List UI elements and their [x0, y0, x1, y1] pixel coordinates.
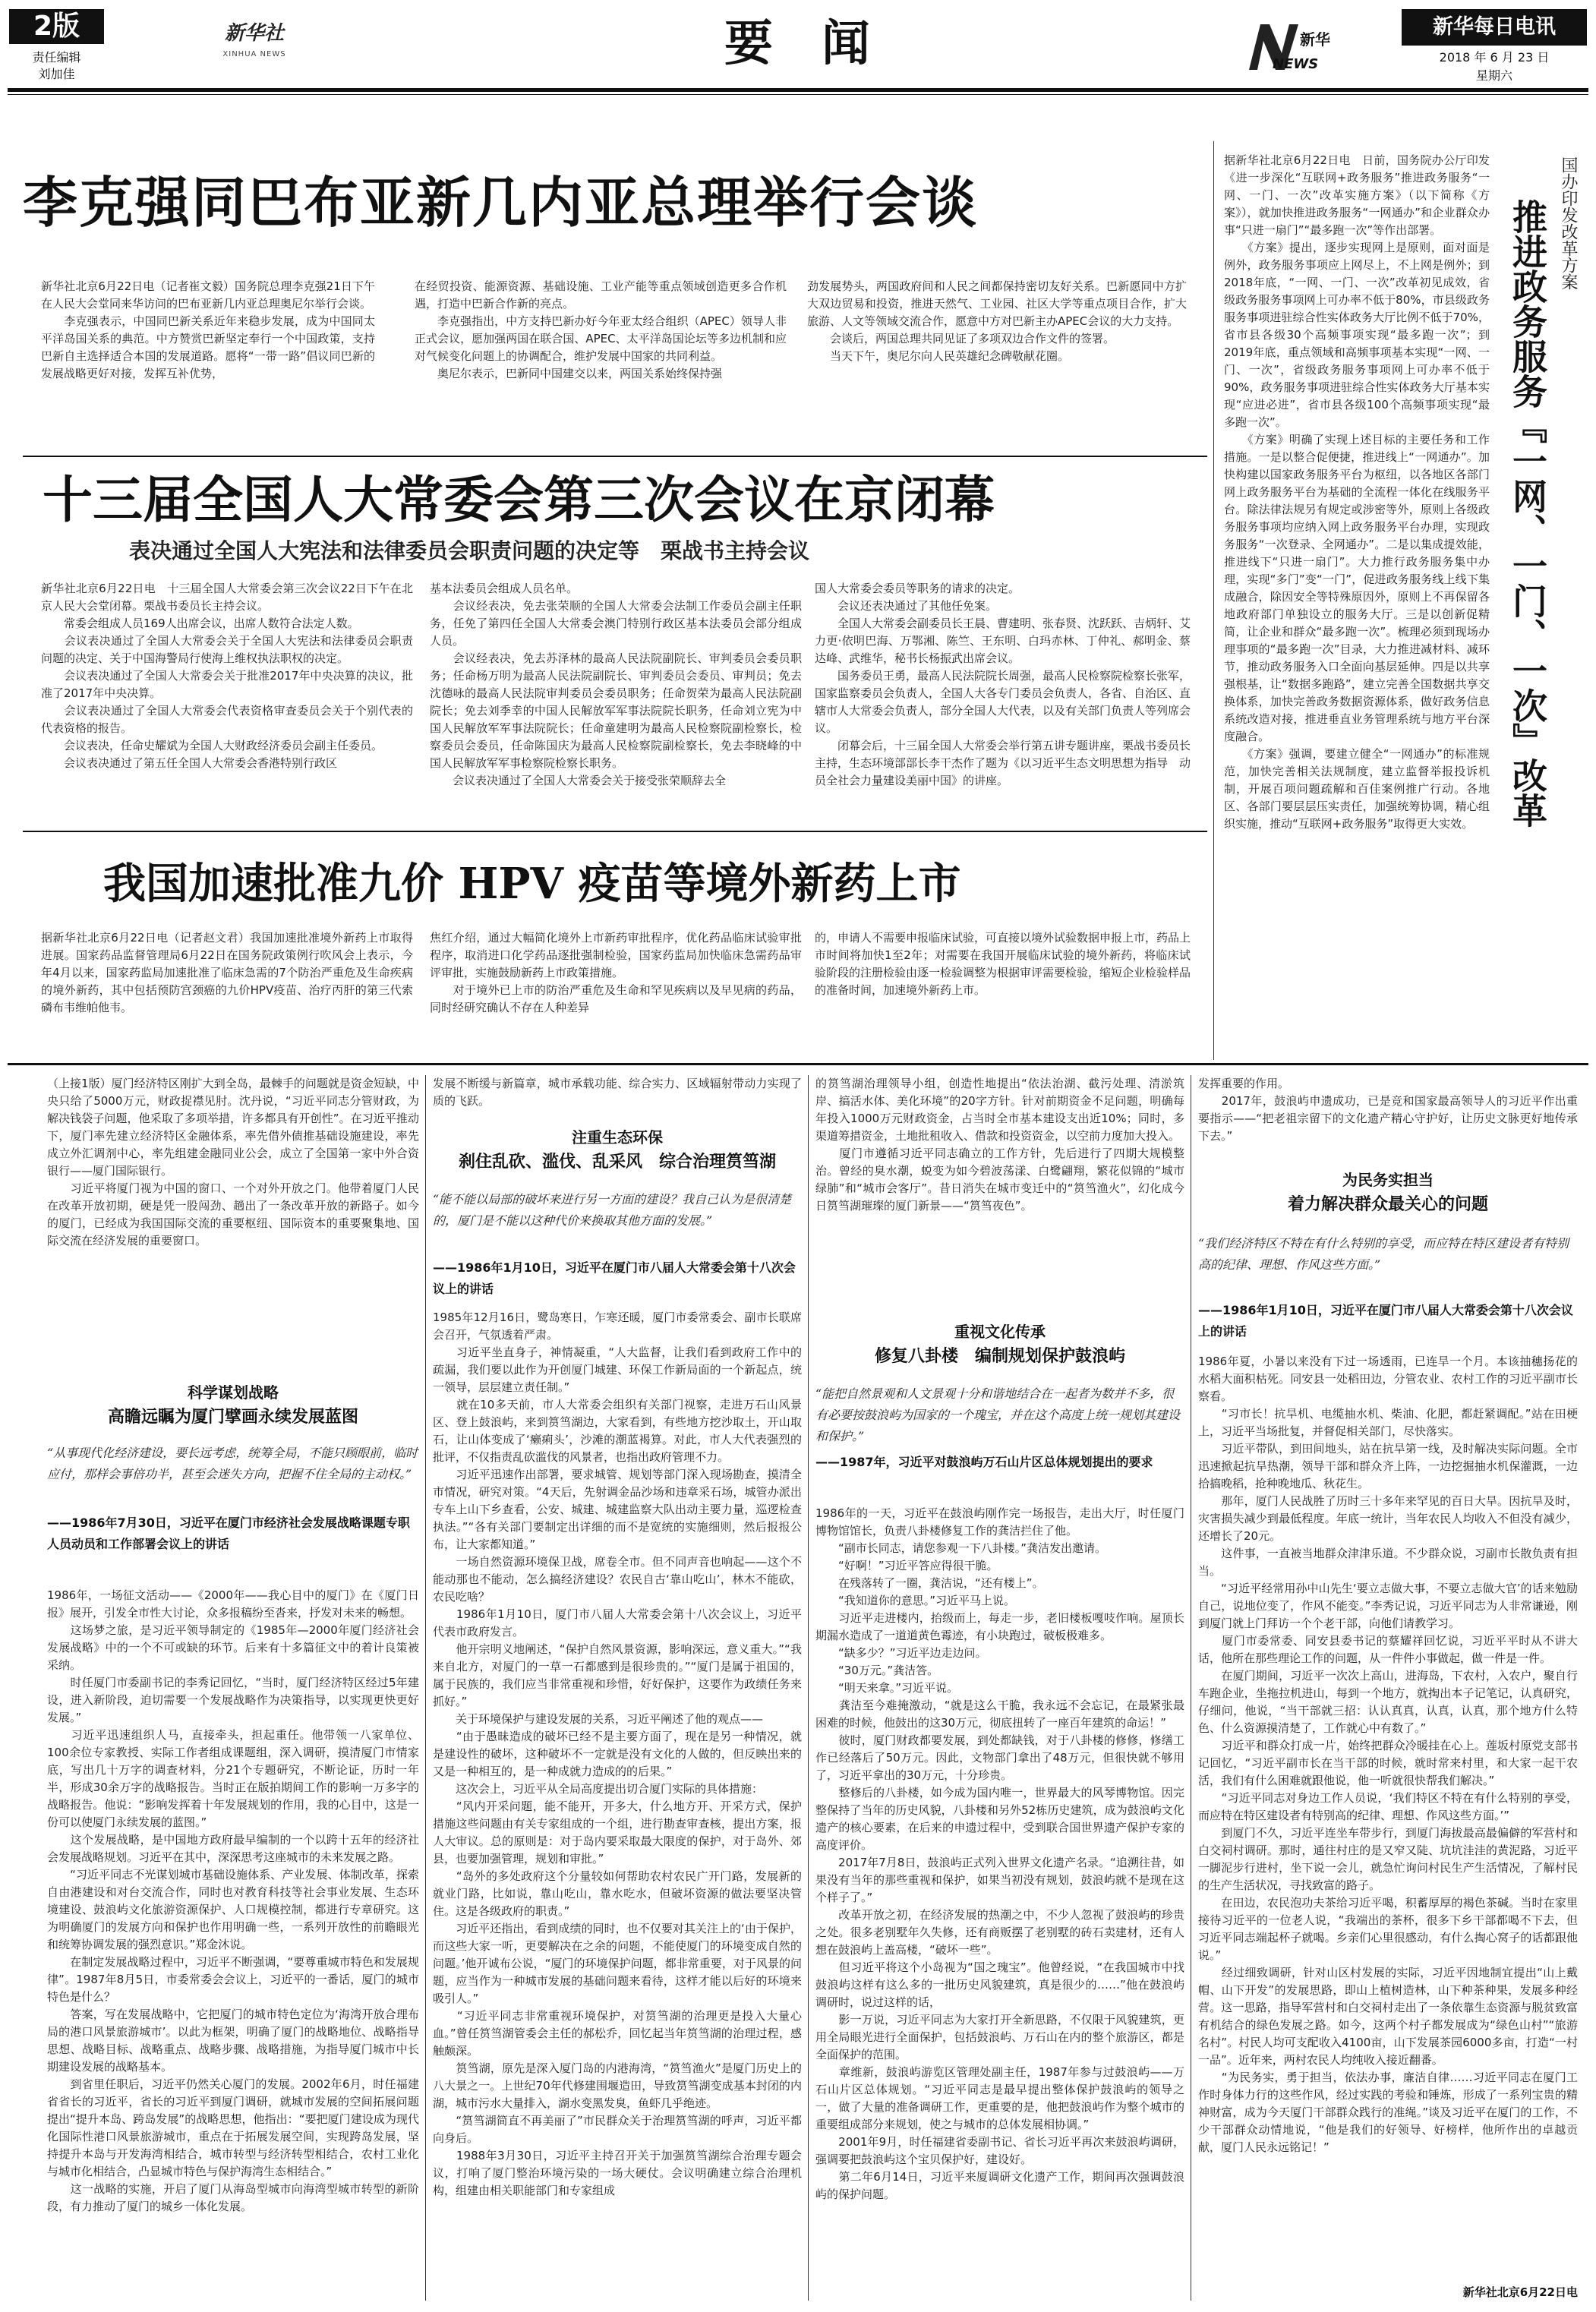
story3-col2: 焦红介绍，通过大幅简化境外上市新药审批程序，优化药品临床试验审批程序，取消进口化学药品逐批强制检验，国家药监局加快临床急需药品审评审批，实施鼓励新药上市政策措施。 对于境外已上市的防治严重危及生命和罕见疾病以及早见病的药品，同时经研究确认不存在人种差异: [430, 931, 802, 1014]
story1-headline: 李克强同巴布亚新几内亚总理举行会谈: [23, 171, 979, 235]
story1-col3: 劲发展势头，两国政府间和人民之间都保持密切友好关系。巴新愿同中方扩大双边贸易和投资，推进天然气、工业园、社区大学等重点项目合作，扩大旅游、人文等领域交流合作，愿意中方对巴新主办APEC会议的大力支持。 会谈后，两国总理共同见证了多项双边合作文件的签署。 当天下午，奥尼尔向人民英雄纪念碑敬献花圈。: [807, 279, 1187, 363]
feature-quote3: “能把自然景观和人文景观十分和谐地结合在一起者为数并不多，很有必要按鼓浪屿为国家的一个瑰宝，并在这个高度上统一规划其建设和保护。”: [815, 1386, 1181, 1443]
issue-weekday: 星期六: [1475, 68, 1512, 83]
feature-subhead4-b: 着力解决群众最关心的问题: [1287, 1195, 1488, 1214]
story3-col1: 据新华社北京6月22日电（记者赵文君）我国加速批准境外新药上市取得进展。国家药品监督管理局6月22日在国务院政策例行吹风会上表示，今年4月以来，国家药监局加速批准了临床急需的7个防治严重危及生命疾病的境外新药，其中包括预防宫颈癌的九价HPV疫苗、治疗丙肝的第三代索磷布韦维帕他韦。: [41, 931, 413, 1014]
feature-subhead2-b: 刹住乱砍、滥伐、乱采风 综合治理筼筜湖: [458, 1153, 776, 1172]
story2-col2: 基本法委员会组成人员名单。 会议经表决，免去张荣顺的全国人大常委会法制工作委员会副主任职务，任免了第四任全国人大常委会澳门特别行政区基本法委员会部分组成人员。 会议经表决，免去苏泽林的最高人民法院副院长、审判委员会委员职务；任命杨万明为最高人民法院副院长、审判委员会委员、审判员；免去沈德咏的最高人民法院审判委员会委员职务；任命贺荣为最高人民法院副院长；免去刘季幸的中国人民解放军军事法院院长职务，任命刘立宪为中国人民解放军军事法院院长；任命童建明为最高人民检察院副检察长，检察委员会委员，任命陈国庆为最高人民检察院副检察长，免去李晓峰的中国人民解放军军事检察院检察长职务。 会议表决通过了全国人大常委会关于接受张荣顺辞去全: [430, 582, 802, 787]
feature-col1: 1986年，一场征文活动——《2000年——我心目中的厦门》在《厦门日报》展开，引发全市性大讨论，众多报稿纷至沓来，抒发对未来的畅想。 这场梦之旅，是习近平领导制定的《1985年—2000年厦门经济社会发展战略》中的一个不可或缺的环节。后来有十多篇征文中的着计良策被采纳。 时任厦门市委副书记的李秀记回忆，“当时，厦门经济特区经过5年建设，进入新阶段，迫切需要一个发展战略作为决策指导，以实现更快更好发展。” 习近平迅速组织人马，直接牵头，担起重任。他带领一八家单位、100余位专家教授、实际工作者组成课题组，深入调研，摸清厦门市情家底，写出几十万字的调查材料，分21个专题研究，不断论证，历时一年半，形成30余万字的战略报告。当时正在版拍期间工作的影响一万多字的战略报告。他说：“影响发挥着十年发展规划的作用，我的心目中，这是一份可以使厦门永续发展的蓝图。” 这个发展战略，是中国地方政府最早编制的一个以跨十五年的经济社会发展战略规划。习近平在其中，深深思考这座城市的未来发展之路。 “习近平同志不光谋划城市基础设施体系、产业发展、体制改革，探索自由港建设和对台交流合作，同时也对教育科技等社会事业发展、生态环境建设、鼓浪屿文化旅游资源保护、人口规模控制，都进行专章研究。这为明确厦门的发展方向和保护也作用明确一些，一系列开放性的前瞻眼光和统筹协调发展的强烈意识。”郑金沐说。 在制定发展战略过程中，习近平不断强调，“要尊重城市特色和发展规律”。1987年8月5日，市委常委会会议上，习近平的一番话，厦门的城市特色是什么？ 答案，写在发展战略中，它把厦门的城市特色定位为‘海湾开放合理布局的港口风景旅游城市’。以此为框架，明确了厦门的战略地位、战略指导思想、战略目标、战略重点、战略步骤、战略措施，为指导厦门城市中长期建设发展的战略基本。 到省里任职后，习近平仍然关心厦门的发展。2002年6月，时任福建省省长的习近平，省长的习近平到厦门调研，就城市发展的空间拓展问题提出“提升本岛、跨岛发展”的战略思想，他指出：“要把厦门建设成为现代化国际性港口风景旅游城市，重点在于拓展发展空间，实现跨岛发展，坚持提升本岛与开发海湾相结合，城市转型与经济转型相结合，农村工业化与城市化相结合，凸显城市特色与保护海湾生态相结合。” 这一战略的实施，开启了厦门从海岛型城市向海湾型城市转型的新阶段，有力推动了厦门的城乡一体化发展。: [47, 1588, 419, 2213]
story2-col3: 国人大常委会委员等职务的请求的决定。 会议还表决通过了其他任免案。 全国人大常委会副委员长王晨、曹建明、张春贤、沈跃跃、吉炳轩、艾力更·依明巴海、万鄂湘、陈竺、王东明、白玛赤林、丁仲礼、郝明金、蔡达峰、武维华，秘书长杨振武出席会议。 国务委员王勇，最高人民法院院长周强，最高人民检察院检察长张军，国家监察委员会负责人，全国人大各专门委员会负责人，各省、自治区、直辖市人大常委会负责人，部分全国人大代表，以及有关部门负责人等列席会议。 闭幕会后，十三届全国人大常委会举行第五讲专题讲座，栗战书委员长主持，生态环境部部长李干杰作了题为《以习近平生态文明思想为指导 动员全社会力量建设美丽中国》的讲座。: [815, 582, 1191, 787]
sidebar-kicker: 国办印发改革方案: [1559, 156, 1578, 290]
page-number: 2版: [33, 11, 80, 42]
masthead-rule-thin: [8, 94, 1588, 95]
feature-divider-2: [808, 1075, 809, 2301]
feature-col3: 1986年的一天，习近平在鼓浪屿刚作完一场报告，走出大厅，时任厦门博物馆馆长，负责八卦楼修复工作的龚洁拦住了他。 “副市长同志，请您参观一下八卦楼。”龚洁发出邀请。 “好啊！”习近平答应得很干脆。 在残落转了一圈，龚洁说，“还有楼上”。 “我知道你的意思。”习近平马上说。 习近平走进楼内，抬级而上，每走一步，老旧楼板嘎吱作响。屋顶长期漏水造成了一道道黄色霉迹，有小块跑过，破板极难多。 “缺多少？”习近平边走边问。 “30万元。”龚洁答。 “明天来拿。”习近平说。 龚洁至今难掩激动，“就是这么干脆，我永远不会忘记，在最紧张最困难的时候，他鼓出的这30万元，彻底扭转了一座百年建筑的命运！” 彼时，厦门财政都要发展，到处都缺钱，对于八卦楼的修修，修缮工作已经落后了50万元。因此，文物部门拿出了48万元，但很快就不够用了，习近平拿出的30万元，十分珍贵。 整修后的八卦楼，如今成为国内唯一，世界最大的风琴博物馆。因完整保持了当年的历史风貌，八卦楼和另外52栋历史建筑，成为鼓浪屿文化遗产的核心要素，在后来的申遗过程中，受到联合国世界遗产保护专家的高度评价。 2017年7月8日，鼓浪屿正式列入世界文化遗产名录。“追溯往昔，如果没有当年的那些重视和保护，如果当初没有规划，鼓浪屿就不是现在这个样子了。” 改革开放之初，在经济发展的热潮之中，不少人忽视了鼓浪屿的珍贵之处。很多老别墅年久失修，还有商贩摆了老别墅的砖石卖建材，还有人想在鼓浪屿上盖高楼，“破坏一些”。 但习近平将这个小岛视为“国之瑰宝”。他曾经说，“在我国城市中找鼓浪屿这样有这么多的一批历史风貌建筑，真是很少的……”他在鼓浪屿调研时，说过这样的话， 影一万说，习近平同志为大家打开全新思路，不仅限于风貌建筑，更用全局眼光进行全面保护，包括鼓浪屿、万石山在内的整个旅游区，都是全面保护的范围。 章维新，鼓浪屿游览区管理处副主任，1987年参与过鼓浪屿——万石山片区总体规划。“习近平同志是最早提出整体保护鼓浪屿的领导之一，做了大量的准备调研工作，更重要的是，他把鼓浪屿作为整个城市的重要组成部分来规划，使之与城市的总体发展相协调。” 2001年9月，时任福建省委副书记、省长习近平再次来鼓浪屿调研，强调要把鼓浪屿这个宝贝保护好，建设好。 第二年6月14日，习近平来厦调研文化遗产工作，期间再次强调鼓浪屿的保护问题。: [815, 1506, 1184, 2201]
feature-subhead2-a: 注重生态环保: [572, 1128, 663, 1147]
editor-name: 刘加佳: [38, 67, 75, 81]
feature-subhead3-a: 重视文化传承: [954, 1323, 1046, 1341]
feature-lead: （上接1版）厦门经济特区刚扩大到全岛，最棘手的问题就是资金短缺，中央只给了5000万元，财政捉襟见肘。沈丹说，“习近平同志分管财政，为解决钱袋子问题，他采取了多项举措，许多都具有开创性”。在习近平推动下，厦门率先建立经济特区金融体系，率先借外债推基础设施建设，率先成立外汇调剂中心，率先组建金融同业公会，成立了全国第一家中外合资银行——厦门国际银行。 习近平将厦门视为中国的窗口、一个对外开放之门。他带着厦门人民在改革开放初期，硬是凭一股闯劲、趟出了一条改革开放的新路子。如今的厦门，已经成为我国国际交流的重要枢纽、国际资本的重要聚集地、国际交流在经济发展的重要窗口。: [47, 1077, 419, 1247]
feature-subhead3-b: 修复八卦楼 编制规划保护鼓浪屿: [874, 1347, 1125, 1366]
story2-col1: 新华社北京6月22日电 十三届全国人大常委会第三次会议22日下午在北京人民大会堂闭幕。栗战书委员长主持会议。 常委会组成人员169人出席会议，出席人数符合法定人数。 会议表决通过了全国人大常委会关于全国人大宪法和法律委员会职责问题的决定、关于中国海警局行使海上维权执法职权的决定。 会议表决通过了全国人大常委会关于批准2017年中央决算的决议，批准了2017年中央决算。 会议表决通过了全国人大常委会代表资格审查委员会关于个别代表的代表资格的报告。 会议表决，任命史耀斌为全国人大财政经济委员会副主任委员。 会议表决通过了第五任全国人大常委会香港特别行政区: [41, 582, 413, 770]
feature-subhead1-a: 科学谋划战略: [188, 1383, 279, 1402]
feature-quote4: “我们经济特区不特在有什么特别的享受，而应特在特区建设者有特别高的纪律、理想、作风这些方面。”: [1198, 1236, 1569, 1272]
masthead-rule: [8, 88, 1588, 92]
feature-attrib1: ——1986年7月30日，习近平在厦门市经济社会发展战略课题专职人员动员和工作部署会议上的讲话: [47, 1516, 410, 1551]
feature-divider-1: [425, 1075, 426, 2301]
xinhua-logo-text: 新华社: [224, 22, 284, 45]
section-title: 要 闻: [724, 15, 870, 72]
feature-col4-top: 发挥重要的作用。 2017年，鼓浪屿申遗成功，已是竞和国家最高领导人的习近平作出重要指示——“把老祖宗留下的文化遗产精心守护好，让历史文脉更好地传承下去。”: [1198, 1077, 1578, 1143]
xinhua-logo-sub: XINHUA NEWS: [222, 50, 286, 58]
feature-quote1: “从事现代化经济建设，要长远考虑，统筹全局，不能只顾眼前，临时应付，那样会事倍功半，甚至会迷失方向，把握不住全局的主动权。”: [47, 1446, 418, 1481]
sidebar-headline: 推进政务服务『一网、一门、一次』改革: [1507, 199, 1548, 828]
feature-col4: 1986年夏，小暑以来没有下过一场透雨，已连旱一个月。本该抽穗扬花的水稻大面积枯死。同安县一处稻田边，分管农业、农村工作的习近平副市长察看。 “习市长！抗旱机、电缆抽水机、柴油、化肥，都赶紧调配。”站在田梗上，习近平当场批复，并督促相关部门，尽快落实。 习近平带队，到田间地头，站在抗旱第一线，及时解决实际问题。全市迅速掀起抗旱热潮，领导干部和群众齐上阵，一边挖掘抽水机保灌溉，一边拾搞晚稻，抢种晚地瓜、秋花生。 那年，厦门人民战胜了历时三十多年来罕见的百日大旱。因抗旱及时，灾害损失减少到最低程度。年底一统计，当年农民人均收入不但没有减少，还增长了20元。 这件事，一直被当地群众津津乐道。不少群众说，习副市长散负责有担当。 “习近平经常用孙中山先生‘要立志做大事，不要立志做大官’的话来勉励自己，说地位变了，作风不能变。”李秀记说，习近平同志为人非常谦逊，刚到厦门就上门拜访一个个老干部，向他们请教学习。 厦门市委常委、同安县委书记的蔡耀祥回忆说，习近平平时从不讲大话，他所在那些理论工作的问题，从一件件小事做起，做一件是一件。 在厦门期间，习近平一次次上高山，进海岛，下农村，入农户，聚自行车跑企业，坐拖拉机进山，每到一个地方，就掏出本子记笔记，认真研究，仔细问，他说，“当干部就三招：认认真真，认真，认真，那个地方什么特色、什么资源摸清楚了，工作就心中有数了。” 习近平和群众打成一片，始终把群众冷暖挂在心上。莲坂村原党支部书记回忆，“习近平副市长在当干部的时候，就时常来村里，和大家一起干农活，我们有什么困难就跟他说，他一听就很快帮我们解决。” “习近平同志对身边工作人员说，‘我们特区不特在有什么特别的享受，而应特在特区建设者有特别高的纪律、理想、作风这些方面。’” 到厦门不久，习近平连坐车带步行，到厦门海拔最高最偏僻的军营村和白交祠村调研。那时，通往村庄的是又窄又陡、坑坑洼洼的黄泥路，习近平一脚泥步行进村，坐下说一会儿，就急忙询问村民生产生活情况，了解村民的生产生活状况，寻找致富的路子。 在田边，农民泡功夫茶给习近平喝，积蓄厚厚的褐色茶碱。当时在家里接待习近平的一位老人说，“我端出的茶杯，很多下乡干部都喝不下去，但习近平同志端起杯子就喝。乡亲们心里很感动，有什么掏心窝子的话都跟他说。” 经过细致调研，针对山区村发展的实际，习近平因地制宜提出“山上戴帽、山下开发”的发展思路，即山上植树造林，山下种茶种果，发展多种经营。这一思路，指导军营村和白交祠村走出了一条依靠生态资源与脱贫致富有机结合的绿色发展之路。如今，这两个村子都发展成为“绿色山村”“旅游名村”。村民人均可支配收入4100亩，山下发展茶园6000多亩，打造“一村一品”。近年来，两村农民人均纯收入接近翻番。 “为民务实，勇于担当，依法办事，廉洁自律……习近平同志在厦门工作时身体力行的这些作风，经过实践的考验和锤炼，形成了一系列宝贵的精神财富，成为今天厦门干部群众践行的准绳。”谈及习近平在厦门的工作，不少干部群众动情地说，“他是我们的好领导、好榜样，他所作出的卓越贡献，厦门人民永远铭记！”: [1198, 1355, 1578, 2154]
sidebar-body: 据新华社北京6月22日电 日前，国务院办公厅印发《进一步深化“互联网+政务服务”推进政务服务“一网、一门、一次”改革实施方案》（以下简称《方案》），就加快推进政务服务“一网通办”和企业群众办事“只进一扇门”“最多跑一次”等作出部署。 《方案》提出，逐步实现网上是原则，面对面是例外，政务服务事项应上网尽上，不上网是例外；到2018年底，“一网、一门、一次”改革初见成效，省级政务服务事项网上可办率不低于80%，市县级政务服务事项进驻综合性实体政务大厅比例不低于70%，省市县各级30个高频事项实现“最多跑一次”；到2019年底，重点领域和高频事项基本实现“一网、一门、一次”，省级政务服务事项网上可办率不低于90%，政务服务事项进驻综合性实体政务大厅基本实现“应进必进”，省市县各级100个高频事项实现“最多跑一次”。 《方案》明确了实现上述目标的主要任务和工作措施。一是以整合促便捷，推进线上“一网通办”。加快构建以国家政务服务平台为枢纽，以各地区各部门网上政务服务平台为基础的全流程一体化在线服务平台。除法律法规另有规定或涉密等外，原则上各级政务服务事项均应纳入网上政务服务平台办理，实现政务服务“一次登录、全网通办”。二是以集成提效能，推进线下“只进一扇门”。大力推行政务服务集中办理，实现“多门”变“一门”，促进政务服务线上线下集成融合，除因安全等特殊原因外，原则上不再保留各地政府部门单独设立的服务大厅。三是以创新促精简，让企业和群众“最多跑一次”。梳理必须到现场办理事项的“最多跑一次”目录，大力推进减材料、减环节，推动政务服务入口全面向基层延伸。四是以共享强根基，让“数据多跑路”，建立完善全国数据共享交换体系，加快完善政务数据资源体系，做好政务信息系统改造对接，推进垂直业务管理系统与地方平台深度融合。 《方案》强调，要建立健全“一网通办”的标准规范，加快完善相关法规制度，建立监督举报投诉机制，开展百项问题疏解和百佳案例推广行动。各地区、各部门要层层压实责任，加强统筹协调，精心组织实施，推动“互联网+政务服务”取得更大实效。: [1224, 153, 1490, 831]
story1-col2: 在经贸投资、能源资源、基础设施、工业产能等重点领域创造更多合作机遇，打造中巴新合作新的亮点。 李克强指出，中方支持巴新办好今年亚太经合组织（APEC）领导人非正式会议，愿加强两国在联合国、APEC、太平洋岛国论坛等多边机制和应对气候变化问题上的协调配合，维护发展中国家的共同利益。 奥尼尔表示，巴新同中国建交以来，两国关系始终保持强: [415, 279, 787, 380]
feature-col2-top: 发展不断缓与新篇章，城市承载功能、综合实力、区域辐射带动力实现了质的飞跃。: [433, 1077, 802, 1108]
paper-name: 新华每日电讯: [1433, 15, 1556, 39]
story2-rule: [23, 831, 1207, 832]
feature-subhead4-a: 为民务实担当: [1342, 1171, 1434, 1189]
story3-headline: 我国加速批准九价 HPV 疫苗等境外新药上市: [103, 859, 961, 909]
news-logo: [1245, 17, 1344, 77]
feature-byline: 新华社北京6月22日电: [1462, 2285, 1578, 2299]
feature-attrib2: ——1986年1月10日，习近平在厦门市八届人大常委会第十八次会议上的讲话: [433, 1260, 796, 1296]
story1-col1: 新华社北京6月22日电（记者崔文毅）国务院总理李克强21日下午在人民大会堂同来华访问的巴布亚新几内亚总理奥尼尔举行会谈。 李克强表示，中国同巴新关系近年来稳步发展，成为中国同太平洋岛国关系的典范。中方赞赏巴新坚定奉行一个中国政策，支持巴新自主选择适合本国的发展道路。愿将“一带一路”倡议同巴新的发展战略更好对接，发挥互补优势，: [41, 279, 375, 380]
feature-subhead1-b: 高瞻远瞩为厦门擘画永续发展蓝图: [107, 1408, 358, 1427]
feature-attrib3: ——1987年，习近平对鼓浪屿万石山片区总体规划提出的要求: [815, 1455, 1153, 1469]
sidebar-divider: [1213, 141, 1214, 1060]
story1-rule: [23, 456, 1207, 457]
story2-headline: 十三届全国人大常委会第三次会议在京闭幕: [43, 471, 995, 529]
story2-subhead: 表决通过全国人大宪法和法律委员会职责问题的决定等 栗战书主持会议: [129, 538, 810, 563]
news-logo-en: NEWS: [1273, 56, 1319, 72]
feature-quote2: “能不能以局部的破坏来进行另一方面的建设？我自己认为是很清楚的，厦门是不能以这种代价来换取其他方面的发展。”: [433, 1192, 792, 1228]
issue-date: 2018 年 6 月 23 日: [1439, 50, 1550, 65]
news-logo-cn: 新华: [1300, 30, 1330, 49]
feature-col3-top: 的筼筜湖治理领导小组，创造性地提出“依法治湖、截污处理、清淤筑岸、搞活水体、美化环境”的20字方针。针对前期资金不足问题，明确每年投入1000万元财政资金，占当时全市基本建设支出近10%；同时，多渠道筹措资金，土地批租收入、借款和投资资金，以空前力度加大投入。 厦门市遵循习近平同志确立的工作方针，先后进行了四期大规模整治。曾经的臭水潮，蜕变为如今碧波荡漾、白鹭翩翔，繁花似锦的“城市绿肺”和“城市会客厅”。昔日消失在城市变迁中的“筼筜渔火”，幻化成今日筼筜湖璀璨的厦门新景——“筼筜夜色”。: [815, 1077, 1184, 1213]
feature-col2: 1985年12月16日，鹭岛寒日，乍寒还暖，厦门市委常委会、副市长联席会召开，气氛透着严肃。 习近平坐直身子，神情凝重，“人大监督，让我们看到政府工作中的疏漏，我们要以此作为开创厦门城建、环保工作新局面的一个新起点，统一领导，层层建立责任制。” 就在10多天前，市人大常委会组织有关部门视察，走进万石山风景区、登上鼓浪屿，来到筼筜湖边，大家看到，有些地方挖沙取土，开山取石，让山体变成了‘癞痢头’，沙滩的潮蓝褐算。对此，市人大代表强烈的批评，不仅指责乱砍滥伐的风景者，也指出政府管理不力。 习近平迅速作出部署，要求城管、规划等部门深入现场勘查，摸清全市情况，研究对策。“4天后，先射调金品沙场和违章采石场，城管办派出专车上山下乡查看，公安、城建、城建监察大队出动主要力量，巡逻检查执法。”“各有关部门要制定出详细的而不是宽统的实施细则，然后报报公布，让大家都知道。” 一场自然资源环境保卫战，席卷全市。但不同声音也响起——这个不能动那也不能动，怎么搞经济建设？农民自古‘靠山吃山’，林木不能砍，农民吃啥？ 1986年1月10日，厦门市八届人大常委会第十八次会议上，习近平代表市政府发言。 他开宗明义地阐述，“保护自然风景资源，影响深远，意义重大。”“我来自北方，对厦门的一草一石都感到是很珍贵的。”“厦门是属于祖国的，属于民族的，我们应当非常重视和珍惜，好好保护，这要作为政绩任务来抓好。” 关于环境保护与建设发展的关系，习近平阐述了他的观点—— “由于愚昧造成的破坏已经不是主要方面了，现在是另一种情况，就是建设性的破坏，这种破坏不一定就是没有文化的人做的，但反映出来的又是一种相互的，是一种成就力造成的的后果。” 这次会上，习近平从全局高度提出切合厦门实际的具体措施： “风内开采问题，能不能开，开多大，什么地方开、开采方式，保护措施这些问题由有关专家组成的一个组，进行勘查审查核，提出方案，报人大审议。总的原则是：对于岛内要采取最大限度的保护，对于岛外、郊县，也要加强管理，规划和审批。” “岛外的多处政府这个分量较如何帮助农村农民广开门路，发展新的就业门路，比如说，靠山吃山，靠水吃水，但破坏资源的做法要坚决管住。这是各级政府的职责。” 习近平还指出，看到成绩的同时，也不仅要对其关注上的‘由于保护，而这些大家一听，更要解决在之余的问题，不能使厦门的环境变成自然的问题。’他开诚布公说，“厦门的环境保护问题，都非常重要，对于风景的问题，应当作为一种城市发展的基础问题来看待，这样才能以后好的环境来吸引人。” “习近平同志非常重视环境保护，对筼筜湖的治理更是投入大量心血。”曾任筼筜湖管委会主任的郝松乔，回忆起当年筼筜湖的治理过程，感触颇深。 筼筜湖，原先是深入厦门岛的内港海湾，“筼筜渔火”是厦门历史上的八大景之一。上世纪70年代修建围堰造田，导致筼筜湖变成基本封闭的内湖，城市污水大量排入，湖水变黑发臭，鱼虾几乎绝迹。 “筼筜湖简直不再美丽了”市民群众关于治理筼筜湖的呼声，习近平都向身后。 1988年3月30日，习近平主持召开关于加强筼筜湖综合治理专题会议，打响了厦门整治环境污染的一场大硬仗。会议明确建立综合治理机构，组建由相关职能部门和专家组成: [433, 1311, 802, 2197]
top-section-rule: [8, 1063, 1588, 1065]
xinhua-logo: [213, 17, 296, 77]
editor-label: 责任编辑: [32, 50, 81, 65]
feature-attrib4: ——1986年1月10日，习近平在厦门市八届人大常委会第十八次会议上的讲话: [1198, 1303, 1573, 1339]
story3-col3: 的，申请人不需要申报临床试验，可直接以境外试验数据申报上市，药品上市时间将加快1至2年；对需要在我国开展临床试验的境外新药，将临床试验阶段的注册检验由逐一检验调整为根据审评需要检验，缩短企业检验样品的准备时间，加速境外新药上市。: [815, 931, 1191, 997]
